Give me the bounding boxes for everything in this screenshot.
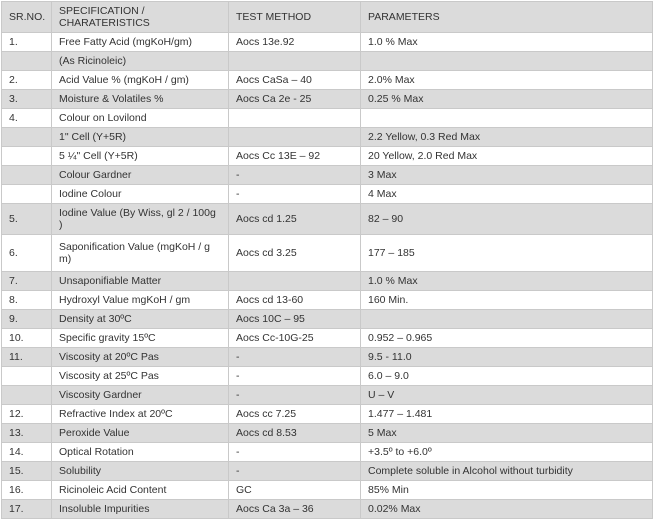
cell-specification: Unsaponifiable Matter: [52, 272, 229, 291]
cell-sr-no: 10.: [2, 329, 52, 348]
cell-sr-no: [2, 185, 52, 204]
cell-test-method: Aocs Ca 2e - 25: [229, 90, 361, 109]
table-row: [2, 386, 653, 405]
cell-sr-no: 17.: [2, 500, 52, 519]
cell-specification: Iodine Value (By Wiss, gl 2 / 100g ): [52, 204, 229, 235]
cell-test-method: Aocs cd 1.25: [229, 204, 361, 235]
cell-sr-no: 3.: [2, 90, 52, 109]
cell-sr-no: 4.: [2, 109, 52, 128]
table-row: [2, 272, 653, 291]
cell-sr-no: 1.: [2, 33, 52, 52]
cell-parameters: 85% Min: [361, 481, 653, 500]
cell-test-method: Aocs Cc 13E – 92: [229, 147, 361, 166]
cell-parameters: U – V: [361, 386, 653, 405]
cell-test-method: Aocs Ca 3a – 36: [229, 500, 361, 519]
cell-parameters: 2.0% Max: [361, 71, 653, 90]
table-row: [2, 166, 653, 185]
table-row: [2, 329, 653, 348]
table-row: [2, 90, 653, 109]
header-specification: SPECIFICATION / CHARATERISTICS: [52, 2, 229, 33]
table-row: [2, 500, 653, 519]
cell-specification: Colour Gardner: [52, 166, 229, 185]
table-row: [2, 291, 653, 310]
cell-sr-no: 2.: [2, 71, 52, 90]
cell-parameters: 1.477 – 1.481: [361, 405, 653, 424]
specification-table: [1, 1, 653, 519]
table-row: [2, 481, 653, 500]
cell-test-method: [229, 109, 361, 128]
table-body: [2, 33, 653, 519]
table-row: [2, 310, 653, 329]
cell-sr-no: [2, 166, 52, 185]
table-row: [2, 128, 653, 147]
cell-test-method: -: [229, 443, 361, 462]
cell-parameters: 6.0 – 9.0: [361, 367, 653, 386]
cell-sr-no: [2, 52, 52, 71]
table-row: [2, 348, 653, 367]
table-row: [2, 462, 653, 481]
cell-parameters: [361, 109, 653, 128]
table-row: [2, 33, 653, 52]
cell-specification: Acid Value % (mgKoH / gm): [52, 71, 229, 90]
cell-specification: Solubility: [52, 462, 229, 481]
header-test-method: TEST METHOD: [229, 2, 361, 33]
cell-specification: Refractive Index at 20ºC: [52, 405, 229, 424]
table-row: [2, 109, 653, 128]
table-row: [2, 71, 653, 90]
cell-sr-no: [2, 386, 52, 405]
table-row: [2, 204, 653, 235]
header-sr-no: SR.NO.: [2, 2, 52, 33]
cell-parameters: 9.5 - 11.0: [361, 348, 653, 367]
cell-test-method: Aocs cc 7.25: [229, 405, 361, 424]
cell-test-method: -: [229, 185, 361, 204]
cell-specification: 5 ¼" Cell (Y+5R): [52, 147, 229, 166]
cell-specification: 1" Cell (Y+5R): [52, 128, 229, 147]
cell-test-method: Aocs cd 8.53: [229, 424, 361, 443]
cell-test-method: Aocs 13e.92: [229, 33, 361, 52]
cell-specification: Saponification Value (mgKoH / g m): [52, 235, 229, 272]
cell-parameters: 20 Yellow, 2.0 Red Max: [361, 147, 653, 166]
cell-sr-no: 15.: [2, 462, 52, 481]
table-row: [2, 235, 653, 272]
cell-parameters: 3 Max: [361, 166, 653, 185]
cell-parameters: 1.0 % Max: [361, 272, 653, 291]
cell-parameters: 0.25 % Max: [361, 90, 653, 109]
header-parameters: PARAMETERS: [361, 2, 653, 33]
table-header-row: [2, 2, 653, 33]
cell-specification: Hydroxyl Value mgKoH / gm: [52, 291, 229, 310]
cell-sr-no: [2, 367, 52, 386]
cell-test-method: [229, 52, 361, 71]
cell-sr-no: [2, 147, 52, 166]
cell-test-method: Aocs cd 13-60: [229, 291, 361, 310]
cell-test-method: [229, 272, 361, 291]
cell-test-method: Aocs Cc-10G-25: [229, 329, 361, 348]
cell-specification: Insoluble Impurities: [52, 500, 229, 519]
cell-sr-no: 16.: [2, 481, 52, 500]
cell-sr-no: 13.: [2, 424, 52, 443]
cell-specification: Colour on Lovilond: [52, 109, 229, 128]
cell-test-method: -: [229, 348, 361, 367]
cell-parameters: 0.952 – 0.965: [361, 329, 653, 348]
cell-specification: Density at 30ºC: [52, 310, 229, 329]
cell-specification: Ricinoleic Acid Content: [52, 481, 229, 500]
cell-test-method: Aocs CaSa – 40: [229, 71, 361, 90]
cell-parameters: 1.0 % Max: [361, 33, 653, 52]
table-row: [2, 405, 653, 424]
cell-sr-no: 11.: [2, 348, 52, 367]
cell-specification: Free Fatty Acid (mgKoH/gm): [52, 33, 229, 52]
cell-specification: Viscosity Gardner: [52, 386, 229, 405]
cell-test-method: -: [229, 386, 361, 405]
cell-parameters: 177 – 185: [361, 235, 653, 272]
cell-parameters: [361, 52, 653, 71]
table-row: [2, 424, 653, 443]
cell-sr-no: 5.: [2, 204, 52, 235]
cell-specification: (As Ricinoleic): [52, 52, 229, 71]
cell-sr-no: [2, 128, 52, 147]
cell-parameters: 4 Max: [361, 185, 653, 204]
cell-specification: Peroxide Value: [52, 424, 229, 443]
table-row: [2, 147, 653, 166]
cell-sr-no: 6.: [2, 235, 52, 272]
cell-specification: Iodine Colour: [52, 185, 229, 204]
cell-parameters: 160 Min.: [361, 291, 653, 310]
table-row: [2, 52, 653, 71]
cell-test-method: Aocs cd 3.25: [229, 235, 361, 272]
cell-parameters: 2.2 Yellow, 0.3 Red Max: [361, 128, 653, 147]
cell-specification: Viscosity at 25ºC Pas: [52, 367, 229, 386]
cell-parameters: [361, 310, 653, 329]
cell-sr-no: 8.: [2, 291, 52, 310]
cell-test-method: -: [229, 166, 361, 185]
cell-parameters: 0.02% Max: [361, 500, 653, 519]
table-row: [2, 443, 653, 462]
cell-test-method: GC: [229, 481, 361, 500]
cell-test-method: Aocs 10C – 95: [229, 310, 361, 329]
table-row: [2, 185, 653, 204]
cell-test-method: -: [229, 367, 361, 386]
cell-parameters: 5 Max: [361, 424, 653, 443]
cell-specification: Specific gravity 15ºC: [52, 329, 229, 348]
cell-test-method: [229, 128, 361, 147]
cell-specification: Moisture & Volatiles %: [52, 90, 229, 109]
cell-parameters: Complete soluble in Alcohol without turbidity: [361, 462, 653, 481]
cell-parameters: 82 – 90: [361, 204, 653, 235]
cell-sr-no: 12.: [2, 405, 52, 424]
cell-sr-no: 14.: [2, 443, 52, 462]
cell-sr-no: 7.: [2, 272, 52, 291]
table-row: [2, 367, 653, 386]
cell-sr-no: 9.: [2, 310, 52, 329]
cell-parameters: +3.5º to +6.0º: [361, 443, 653, 462]
cell-test-method: -: [229, 462, 361, 481]
cell-specification: Viscosity at 20ºC Pas: [52, 348, 229, 367]
cell-specification: Optical Rotation: [52, 443, 229, 462]
